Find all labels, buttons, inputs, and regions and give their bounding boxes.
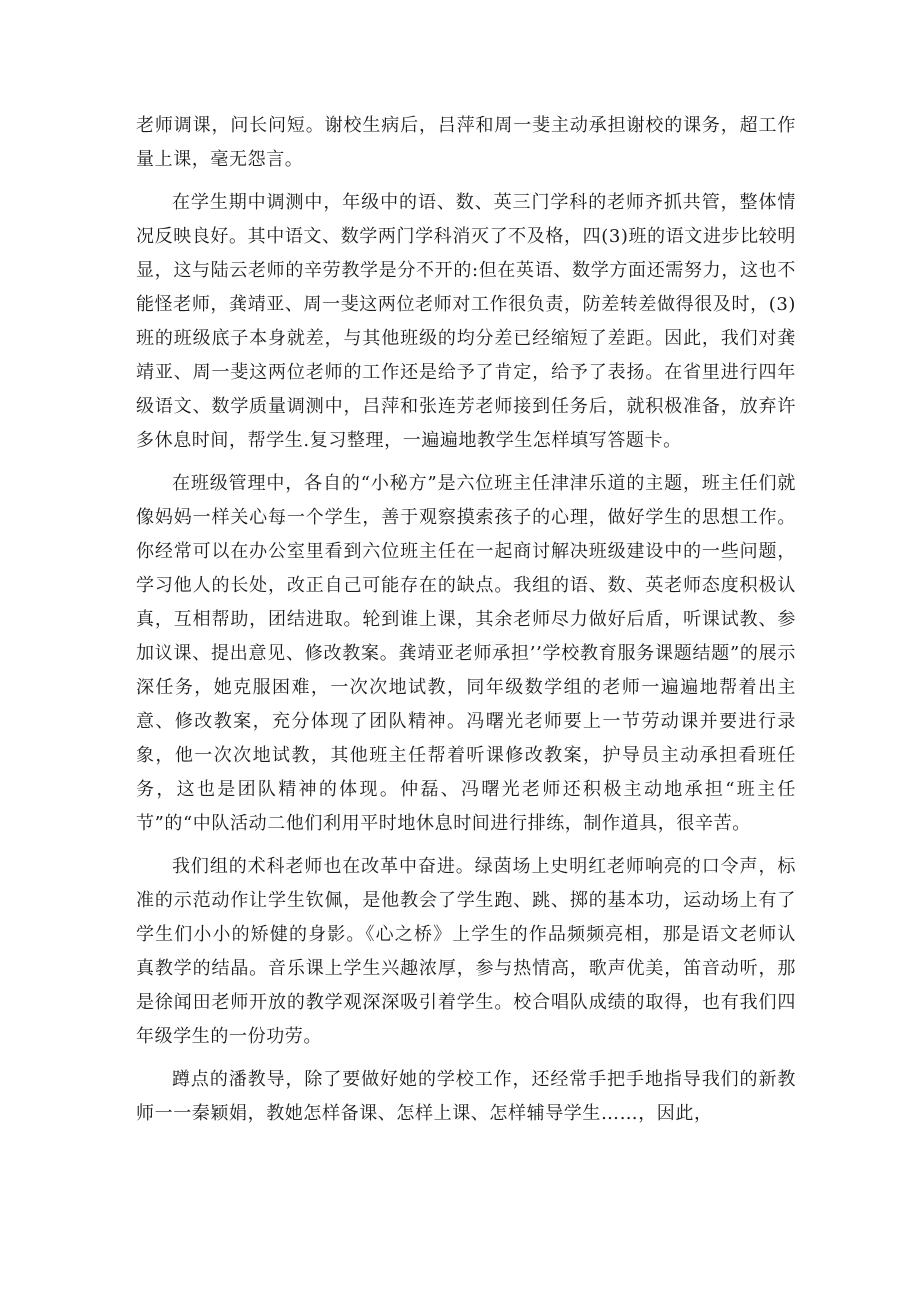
paragraph-3: 在班级管理中，各自的“小秘方”是六位班主任津津乐道的主题，班主任们就像妈妈一样关心每一个学生，善于观察摸索孩子的心理，做好学生的思想工作。你经常可以在办公室里看到六位班主任在一起商讨解决班级建设中的一些问题，学习他人的长处，改正自己可能存在的缺点。我组的语、数、英老师态度积极认真，互相帮助，团结进取。轮到谁上课，其余老师尽力做好后盾，听课试教、参加议课、提出意见、修改教案。龚靖亚老师承担’’学校教育服务课题结题”的展示深任务，她克服困难，一次次地试教，同年级数学组的老师一遍遍地帮着出主意、修改教案，充分体现了团队精神。冯曙光老师要上一节劳动课并要进行录象，他一次次地试教，其他班主任帮着听课修改教案，护导员主动承担看班任务，这也是团队精神的体现。仲磊、冯曙光老师还积极主动地承担“班主任节”的“中队活动二他们利用平时地休息时间进行排练，制作道具，很辛苦。 bbox=[136, 473, 796, 834]
paragraph-5: 蹲点的潘教导，除了要做好她的学校工作，还经常手把手地指导我们的新教师一一秦颖娟，教她怎样备课、怎样上课、怎样辅导学生……，因此， bbox=[136, 1069, 796, 1124]
document-body bbox=[136, 109, 796, 1140]
paragraph-2: 在学生期中调测中，年级中的语、数、英三门学科的老师齐抓共管，整体情况反映良好。其中语文、数学两门学科消灭了不及格，四(3)班的语文进步比较明显，这与陆云老师的辛劳教学是分不开的:但在英语、数学方面还需努力，这也不能怪老师，龚靖亚、周一斐这两位老师对工作很负责，防差转差做得很及时，(3)班的班级底子本身就差，与其他班级的均分差已经缩短了差距。因此，我们对龚靖亚、周一斐这两位老师的工作还是给予了肯定，给予了表扬。在省里进行四年级语文、数学质量调测中，吕萍和张连芳老师接到任务后，就积极准备，放弃许多休息时间，帮学生.复习整理，一遍遍地教学生怎样填写答题卡。 bbox=[136, 192, 796, 451]
paragraph-4: 我们组的术科老师也在改革中奋进。绿茵场上史明红老师响亮的口令声，标准的示范动作让学生钦佩，是他教会了学生跑、跳、掷的基本功，运动场上有了学生们小小的矫健的身影。《心之桥》上学生的作品频频亮相，那是语文老师认真教学的结晶。音乐课上学生兴趣浓厚，参与热情高，歌声优美，笛音动听，那是徐闻田老师开放的教学观深深吸引着学生。校合唱队成绩的取得，也有我们四年级学生的一份功劳。 bbox=[136, 856, 796, 1047]
paragraph-1: 老师调课，问长问短。谢校生病后，吕萍和周一斐主动承担谢校的课务，超工作量上课，毫无怨言。 bbox=[136, 115, 796, 170]
